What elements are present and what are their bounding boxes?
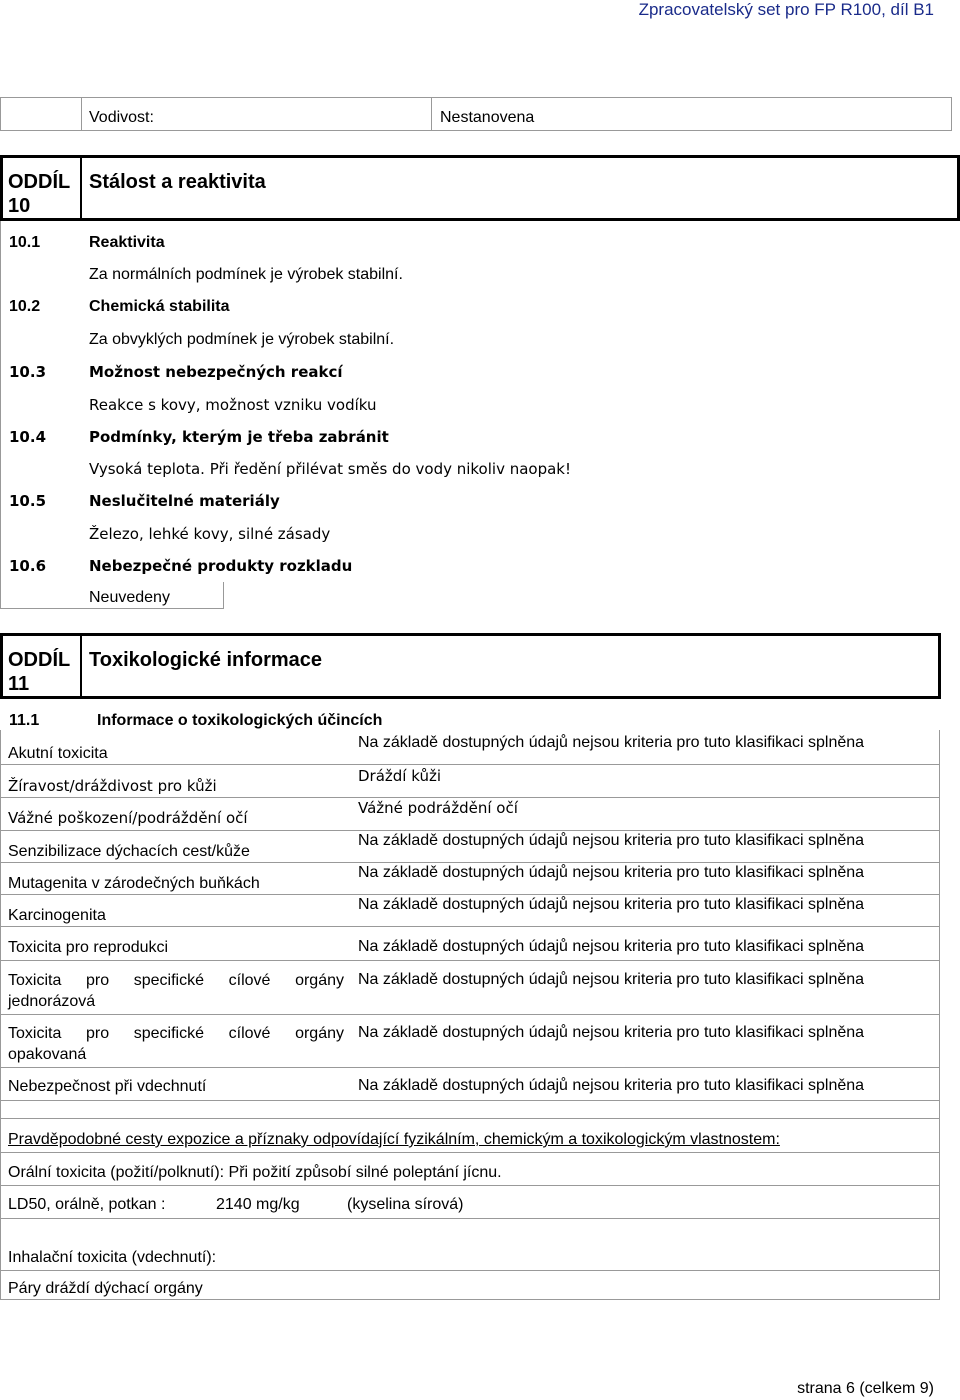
divider <box>0 960 940 961</box>
divider <box>0 1218 940 1219</box>
divider <box>0 1014 940 1015</box>
exposure-heading: Pravděpodobné cesty expozice a příznaky odpovídající fyzikálním, chemickým a toxikologickým vlastnostem: <box>8 1131 780 1148</box>
tox-row-value: Na základě dostupných údajů nejsou kriteria pro tuto klasifikaci splněna <box>358 1024 865 1041</box>
inhalation-toxicity-text: Páry dráždí dýchací orgány <box>8 1280 203 1297</box>
item-10-3-heading: Možnost nebezpečných reakcí <box>89 363 343 381</box>
tox-row-label: Senzibilizace dýchacích cest/kůže <box>8 843 250 860</box>
divider <box>0 608 224 609</box>
section-11-number: ODDÍL 11 <box>8 649 70 695</box>
tox-row-value: Vážné podráždění očí <box>358 799 518 817</box>
page-number: strana 6 (celkem 9) <box>797 1380 934 1397</box>
tox-row-value: Dráždí kůži <box>358 767 442 785</box>
item-10-5-heading: Neslučitelné materiály <box>89 492 280 510</box>
inhalation-toxicity-label: Inhalační toxicita (vdechnutí): <box>8 1249 217 1266</box>
ld50-substance: (kyselina sírová) <box>347 1196 464 1213</box>
tox-row-value: Na základě dostupných údajů nejsou kriteria pro tuto klasifikaci splněna <box>358 938 865 955</box>
divider <box>0 1100 940 1101</box>
divider <box>0 730 1 1300</box>
section-11-title: Toxikologické informace <box>89 649 323 671</box>
water-solubility-value: Nestanovena <box>440 109 535 126</box>
item-10-5-number: 10.5 <box>9 492 47 510</box>
oral-toxicity-text: Orální toxicita (požití/polknutí): Při požití způsobí silné poleptání jícnu. <box>8 1164 502 1181</box>
tox-row-label: Nebezpečnost při vdechnutí <box>8 1078 207 1095</box>
tox-row-label: Karcinogenita <box>8 907 106 924</box>
divider <box>939 730 940 1300</box>
document-header-title: Zpracovatelský set pro FP R100, díl B1 <box>638 0 934 19</box>
item-10-1-text: Za normálních podmínek je výrobek stabilní. <box>89 266 403 283</box>
item-10-6-number: 10.6 <box>9 557 47 575</box>
divider <box>0 1152 940 1153</box>
divider <box>0 926 940 927</box>
tox-row-value: Na základě dostupných údajů nejsou kriteria pro tuto klasifikaci splněna <box>358 971 865 988</box>
section-10-number: ODDÍL 10 <box>8 171 70 217</box>
item-10-2-text: Za obvyklých podmínek je výrobek stabilní. <box>89 331 395 348</box>
divider <box>0 1185 940 1186</box>
item-10-4-number: 10.4 <box>9 428 47 446</box>
divider <box>223 582 224 609</box>
item-10-6-text: Neuvedeny <box>89 589 170 606</box>
item-10-3-text: Reakce s kovy, možnost vzniku vodíku <box>89 396 377 414</box>
item-10-2-heading: Chemická stabilita <box>89 298 230 315</box>
item-11-1-heading: Informace o toxikologických účincích <box>97 712 383 729</box>
tox-row-value: Na základě dostupných údajů nejsou kriteria pro tuto klasifikaci splněna <box>358 864 865 881</box>
section-10-title: Stálost a reaktivita <box>89 171 266 193</box>
item-10-2-number: 10.2 <box>9 298 41 315</box>
item-10-4-heading: Podmínky, kterým je třeba zabránit <box>89 428 389 446</box>
item-10-3-number: 10.3 <box>9 363 47 381</box>
item-10-4-text: Vysoká teplota. Při ředění přilévat směs do vody nikoliv naopak! <box>89 460 572 478</box>
tox-row-label: Mutagenita v zárodečných buňkách <box>8 875 260 892</box>
item-10-1-number: 10.1 <box>9 234 41 251</box>
item-10-5-text: Železo, lehké kovy, silné zásady <box>89 525 331 543</box>
divider <box>0 1299 940 1300</box>
water-solubility-label: Vodivost: <box>89 109 154 126</box>
item-10-6-heading: Nebezpečné produkty rozkladu <box>89 557 353 575</box>
divider <box>0 764 940 765</box>
tox-row-value: Na základě dostupných údajů nejsou kriteria pro tuto klasifikaci splněna <box>358 832 865 849</box>
item-11-1-number: 11.1 <box>9 712 40 729</box>
tox-row-label: Toxicita pro specifické cílové orgány opakovaná <box>8 1025 344 1063</box>
tox-row-label: Toxicita pro specifické cílové orgány jednorázová <box>8 972 344 1010</box>
divider <box>81 97 82 131</box>
divider <box>0 1270 940 1271</box>
ld50-value: 2140 mg/kg <box>216 1196 300 1213</box>
divider <box>431 97 432 131</box>
tox-row-label: Žíravost/dráždivost pro kůži <box>8 777 217 795</box>
divider <box>0 1067 940 1068</box>
tox-row-label: Toxicita pro reprodukci <box>8 939 169 956</box>
tox-row-label: Vážné poškození/podráždění očí <box>8 809 248 827</box>
item-10-1-heading: Reaktivita <box>89 234 165 251</box>
divider <box>0 1118 940 1119</box>
tox-row-value: Na základě dostupných údajů nejsou kriteria pro tuto klasifikaci splněna <box>358 896 865 913</box>
tox-row-value: Na základě dostupných údajů nejsou kriteria pro tuto klasifikaci splněna <box>358 1077 865 1094</box>
tox-row-label: Akutní toxicita <box>8 745 108 762</box>
ld50-label: LD50, orálně, potkan : <box>8 1196 166 1213</box>
divider <box>0 221 1 609</box>
tox-row-value: Na základě dostupných údajů nejsou kriteria pro tuto klasifikaci splněna <box>358 734 865 751</box>
